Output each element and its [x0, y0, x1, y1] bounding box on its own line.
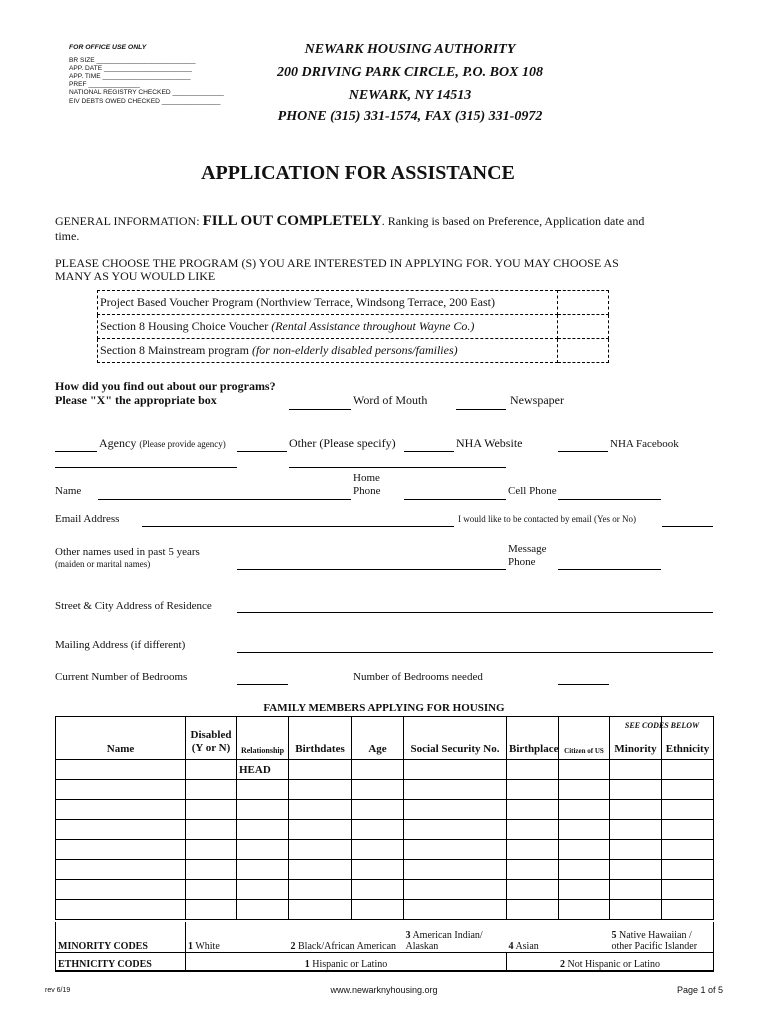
col-ethnicity: Ethnicity [662, 717, 714, 760]
table-row[interactable] [56, 900, 714, 920]
table-row[interactable] [56, 860, 714, 880]
org-phone: PHONE (315) 331-1574, FAX (315) 331-0972 [277, 109, 543, 124]
home-phone-label: Home Phone [353, 472, 381, 497]
minority-codes-row [56, 922, 714, 952]
minority-code-1: 1 White [188, 940, 220, 952]
website-checkbox[interactable] [404, 451, 454, 452]
bedrooms-needed-field[interactable] [558, 684, 609, 685]
col-name: Name [56, 717, 186, 760]
minority-code-3: 3 American Indian/ Alaskan [405, 929, 483, 952]
footer-url[interactable]: www.newarknyhousing.org [330, 985, 438, 995]
family-header-row [56, 717, 714, 760]
street-address-field[interactable] [237, 612, 713, 613]
other-checkbox[interactable] [237, 451, 287, 452]
col-disabled: Disabled (Y or N) [186, 717, 237, 760]
office-field-pref[interactable]: PREF ______________ [69, 81, 140, 89]
office-use-box [69, 44, 224, 106]
table-row[interactable] [56, 880, 714, 900]
col-age: Age [352, 717, 404, 760]
org-address: 200 DRIVING PARK CIRCLE, P.O. BOX 108 [277, 65, 543, 80]
cell-phone-label: Cell Phone [508, 485, 557, 497]
program-checkbox-pbv[interactable] [558, 291, 609, 315]
col-relationship: Relationship [237, 717, 289, 760]
table-row[interactable] [56, 800, 714, 820]
col-birthplace: Birthplace [507, 717, 559, 760]
col-ssn: Social Security No. [404, 717, 507, 760]
agency-specify-line[interactable] [55, 467, 237, 468]
table-row[interactable] [56, 780, 714, 800]
referral-question: How did you find out about our programs? Please "X" the appropriate box [55, 379, 276, 407]
col-birthdates: Birthdates [289, 717, 352, 760]
office-field-app-time[interactable]: APP. TIME ________________________ [69, 73, 191, 81]
other-names-field[interactable] [237, 569, 506, 570]
program-row [98, 339, 609, 363]
email-label: Email Address [55, 513, 120, 525]
program-label: Project Based Voucher Program (Northview Terrace, Windsong Terrace, 200 East) [98, 291, 558, 315]
general-info: GENERAL INFORMATION: FILL OUT COMPLETELY. Ranking is based on Preference, Application date and time. [55, 213, 645, 243]
word-of-mouth-checkbox[interactable] [289, 409, 351, 410]
ethnicity-code-1: 1 Hispanic or Latino [186, 952, 507, 971]
program-checkbox-mainstream[interactable] [558, 339, 609, 363]
email-contact-label: I would like to be contacted by email (Yes or No) [458, 514, 637, 524]
footer-page-number: Page 1 of 5 [676, 985, 723, 995]
facebook-checkbox[interactable] [558, 451, 608, 452]
choose-program-instructions: PLEASE CHOOSE THE PROGRAM (S) YOU ARE INTERESTED IN APPLYING FOR. YOU MAY CHOOSE AS MANY AS YOU WOULD LIKE [55, 256, 619, 283]
program-label: Section 8 Mainstream program (for non-elderly disabled persons/families) [98, 339, 558, 363]
office-field-app-date[interactable]: APP. DATE ________________________ [69, 65, 192, 73]
family-members-title: FAMILY MEMBERS APPLYING FOR HOUSING [263, 702, 505, 714]
page-title: APPLICATION FOR ASSISTANCE [201, 162, 515, 184]
newspaper-label: Newspaper [510, 393, 564, 407]
family-members-table [55, 716, 714, 920]
other-specify-line[interactable] [289, 467, 506, 468]
org-city: NEWARK, NY 14513 [348, 88, 472, 103]
agency-label: Agency (Please provide agency) [99, 436, 226, 450]
cell-phone-field[interactable] [558, 499, 661, 500]
footer-revision: rev 6/19 [45, 987, 71, 994]
col-citizen: Citizen of US [559, 717, 610, 760]
other-label: Other (Please specify) [289, 436, 396, 450]
mailing-address-label: Mailing Address (if different) [55, 639, 186, 651]
minority-code-2: 2 Black/African American [290, 940, 397, 952]
name-field[interactable] [98, 499, 351, 500]
program-selection-table [97, 290, 609, 363]
program-row [98, 315, 609, 339]
word-of-mouth-label: Word of Mouth [353, 393, 428, 407]
table-row[interactable] [56, 840, 714, 860]
current-bedrooms-label: Current Number of Bedrooms [55, 671, 188, 683]
email-field[interactable] [142, 526, 454, 527]
table-row[interactable] [56, 820, 714, 840]
office-field-br-size[interactable]: BR SIZE ___________________________ [69, 57, 196, 65]
col-minority: SEE CODES BELOW Minority [610, 717, 662, 760]
program-label: Section 8 Housing Choice Voucher (Rental Assistance throughout Wayne Co.) [98, 315, 558, 339]
newspaper-checkbox[interactable] [456, 409, 506, 410]
office-field-eiv-debts[interactable]: EIV DEBTS OWED CHECKED ________________ [69, 97, 221, 105]
ethnicity-codes-label: ETHNICITY CODES [56, 952, 186, 971]
street-address-label: Street & City Address of Residence [55, 600, 212, 612]
office-use-title: FOR OFFICE USE ONLY [69, 44, 147, 51]
ethnicity-code-2: 2 Not Hispanic or Latino [560, 959, 660, 970]
message-phone-field[interactable] [558, 569, 661, 570]
facebook-label: NHA Facebook [610, 438, 679, 450]
see-codes-note: SEE CODES BELOW [624, 721, 700, 730]
mailing-address-field[interactable] [237, 652, 713, 653]
email-contact-field[interactable] [662, 526, 713, 527]
home-phone-field[interactable] [404, 499, 506, 500]
program-checkbox-hcv[interactable] [558, 315, 609, 339]
minority-code-5: 5 Native Hawaiian / other Pacific Islander [611, 929, 698, 952]
current-bedrooms-field[interactable] [237, 684, 288, 685]
program-row [98, 291, 609, 315]
minority-code-4: 4 Asian [508, 940, 539, 952]
letterhead [250, 42, 570, 132]
codes-table [55, 922, 714, 972]
other-names-label: Other names used in past 5 years (maiden or marital names) [55, 546, 200, 569]
agency-checkbox[interactable] [55, 451, 97, 452]
minority-codes-label: MINORITY CODES [56, 922, 186, 952]
website-label: NHA Website [456, 436, 523, 450]
table-row[interactable] [56, 760, 714, 780]
ethnicity-codes-row [56, 952, 714, 971]
office-field-national-registry[interactable]: NATIONAL REGISTRY CHECKED ______________ [69, 89, 224, 97]
org-name: NEWARK HOUSING AUTHORITY [304, 42, 516, 57]
head-relationship: HEAD [237, 760, 289, 780]
name-label: Name [55, 485, 82, 497]
message-phone-label: Message Phone [508, 543, 547, 568]
bedrooms-needed-label: Number of Bedrooms needed [353, 671, 483, 683]
